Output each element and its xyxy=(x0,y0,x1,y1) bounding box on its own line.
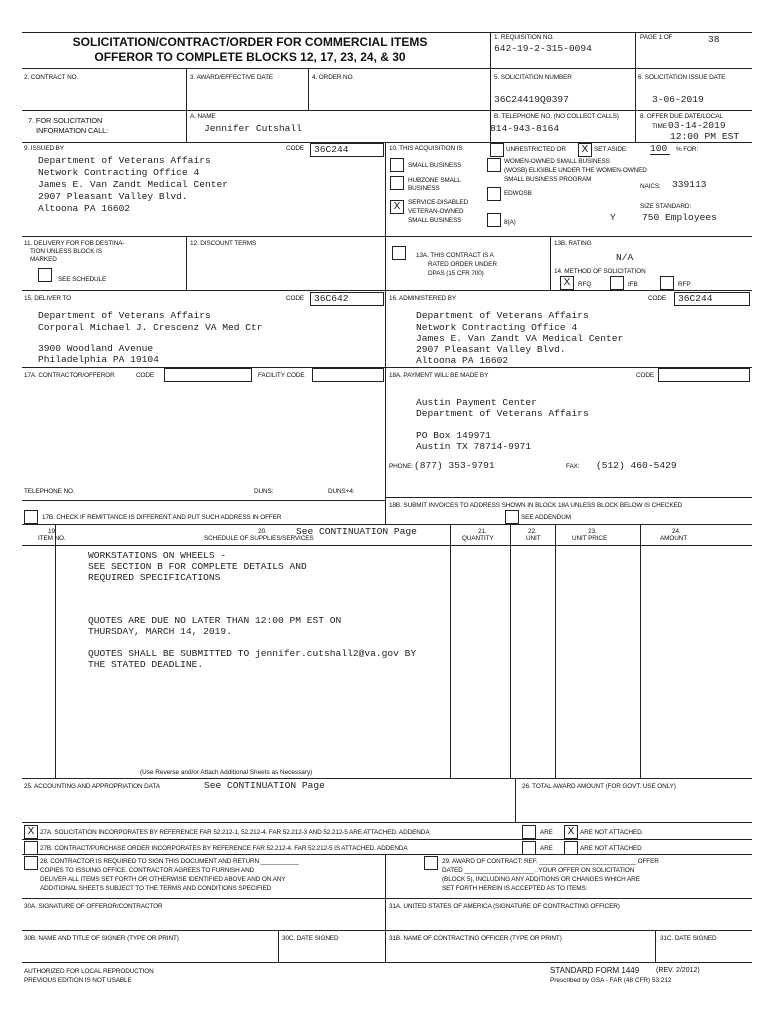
delivery-label-3: MARKED xyxy=(30,256,57,263)
issued-by-label: 9. ISSUED BY xyxy=(24,145,64,152)
clause-29-line-3: (BLOCK 5), INCLUDING ANY ADDITIONS OR CHANGES WHICH ARE xyxy=(442,876,640,883)
delivery-label-2: TION UNLESS BLOCK IS xyxy=(30,248,102,255)
schedule-line-1: WORKSTATIONS ON WHEELS - xyxy=(88,550,227,561)
ifb-label: IFB xyxy=(628,281,638,288)
eight-a-y-mark: Y xyxy=(610,212,616,223)
col-quantity: QUANTITY xyxy=(462,535,494,542)
col-schedule: SCHEDULE OF SUPPLIES/SERVICES xyxy=(204,535,314,542)
small-business-checkbox[interactable] xyxy=(390,158,404,172)
officer-name-label: 31B. NAME OF CONTRACTING OFFICER (TYPE OR PRINT) xyxy=(389,935,562,942)
clause-27b-label: 27B. CONTRACT/PURCHASE ORDER INCORPORATES BY REFERENCE FAR 52.212-4. FAR 52.212-5 IS ATTACHED. ADDENDA xyxy=(40,845,408,852)
clause-28-line-4: ADDITIONAL SHEETS SUBJECT TO THE TERMS AND CONDITIONS SPECIFIED xyxy=(40,885,272,892)
edwosb-label: EDWOSB xyxy=(504,190,532,197)
invoice-submit-label: 18B. SUBMIT INVOICES TO ADDRESS SHOWN IN BLOCK 18A UNLESS BLOCK BELOW IS CHECKED xyxy=(389,502,683,509)
clause-27a-are-label: ARE xyxy=(540,829,553,836)
signature-officer-label: 31A. UNITED STATES OF AMERICA (SIGNATURE OF CONTRACTING OFFICER) xyxy=(389,903,620,910)
duns4-label: DUNS+4: xyxy=(328,488,355,495)
accounting-label: 25. ACCOUNTING AND APPROPRIATION DATA xyxy=(24,783,160,790)
payment-line-1: Austin Payment Center xyxy=(416,397,537,408)
administered-code-value: 36C244 xyxy=(678,293,713,304)
rfq-label: RFQ xyxy=(578,281,592,288)
col-unit: UNIT xyxy=(526,535,541,542)
small-business-label: SMALL BUSINESS xyxy=(408,162,462,169)
percent-for-label: % FOR: xyxy=(676,146,699,153)
issued-by-code-label: CODE xyxy=(286,145,305,152)
payment-line-4: PO Box 149971 xyxy=(416,430,491,441)
see-schedule-checkbox[interactable] xyxy=(38,268,52,282)
payment-code-field[interactable] xyxy=(658,368,750,382)
deliver-to-code-value: 36C642 xyxy=(314,293,349,304)
deliver-to-line-1: Department of Veterans Affairs xyxy=(38,310,211,321)
payment-fax-label: FAX: xyxy=(566,463,580,470)
size-standard-value: 750 Employees xyxy=(642,212,717,223)
schedule-line-10: QUOTES SHALL BE SUBMITTED TO jennifer.cutshall2@va.gov BY xyxy=(88,648,417,659)
schedule-line-2: SEE SECTION B FOR COMPLETE DETAILS AND xyxy=(88,561,307,572)
info-call-label-2: INFORMATION CALL: xyxy=(36,126,109,135)
rfq-checkbox[interactable]: X xyxy=(560,276,574,290)
clause-27a-are-checkbox[interactable] xyxy=(522,825,536,839)
rated-order-label-3: DPAS (15 CFR 700) xyxy=(428,270,484,277)
sdvosb-label-3: SMALL BUSINESS xyxy=(408,217,462,224)
eight-a-checkbox[interactable] xyxy=(487,213,501,227)
solicitation-number-label: 5. SOLICITATION NUMBER xyxy=(494,74,572,81)
payment-line-2: Department of Veterans Affairs xyxy=(416,408,589,419)
deliver-to-code-label: CODE xyxy=(286,295,305,302)
naics-label: NAICS: xyxy=(640,183,661,190)
contractor-code-label: CODE xyxy=(136,372,155,379)
remittance-label: 17B. CHECK IF REMITTANCE IS DIFFERENT AND PUT SUCH ADDRESS IN OFFER xyxy=(42,514,282,521)
schedule-line-7: QUOTES ARE DUE NO LATER THAN 12:00 PM EST ON xyxy=(88,615,342,626)
clause-27a-not-attached-checkbox[interactable]: X xyxy=(564,825,578,839)
col-unit-price: UNIT PRICE xyxy=(572,535,608,542)
discount-terms-label: 12. DISCOUNT TERMS xyxy=(190,240,257,247)
rfp-label: RFP xyxy=(678,281,691,288)
order-no-label: 4. ORDER NO. xyxy=(312,74,355,81)
col-item-num: 19. xyxy=(48,528,57,535)
contact-name-label: A. NAME xyxy=(190,113,216,120)
col-quantity-num: 21. xyxy=(478,528,487,535)
info-call-label-1: 7. FOR SOLICITATION xyxy=(28,116,103,125)
offer-due-time-value: 12:00 PM EST xyxy=(670,131,740,142)
form-title-line2: OFFEROR TO COMPLETE BLOCKS 12, 17, 23, 24, & 30 xyxy=(94,50,406,64)
clause-28-line-3: DELIVER ALL ITEMS SET FORTH OR OTHERWISE IDENTIFIED ABOVE AND ON ANY xyxy=(40,876,286,883)
issued-by-line-4: 2907 Pleasant Valley Blvd. xyxy=(38,191,188,202)
clause-27a-label: 27A. SOLICITATION INCORPORATES BY REFERENCE FAR 52.212-1, 52.212-4. FAR 52.212-3 AND 52.212-5 ARE ATTACHED. ADDENDA xyxy=(40,829,430,836)
form-title-line1: SOLICITATION/CONTRACT/ORDER FOR COMMERCIAL ITEMS xyxy=(72,35,428,49)
clause-29-checkbox[interactable] xyxy=(424,856,438,870)
payment-line-5: Austin TX 78714-9971 xyxy=(416,441,532,452)
payment-label: 18A. PAYMENT WILL BE MADE BY xyxy=(389,372,489,379)
contact-name-value: Jennifer Cutshall xyxy=(204,123,302,134)
schedule-line-3: REQUIRED SPECIFICATIONS xyxy=(88,572,221,583)
clause-29-line-1: 29. AWARD OF CONTRACT: REF. ____________________________ OFFER xyxy=(442,858,659,865)
eight-a-label: 8(A) xyxy=(504,219,516,226)
contact-phone-label: B. TELEPHONE NO. (NO COLLECT CALLS) xyxy=(494,113,619,120)
page-total: 38 xyxy=(708,34,720,45)
hubzone-label-1: HUBZONE SMALL xyxy=(408,177,461,184)
offer-due-label: 8. OFFER DUE DATE/LOCAL xyxy=(640,113,723,120)
rated-order-label-2: RATED ORDER UNDER xyxy=(428,261,497,268)
schedule-line-8: THURSDAY, MARCH 14, 2019. xyxy=(88,626,232,637)
unrestricted-label: UNRESTRICTED OR xyxy=(506,146,566,153)
see-addendum-checkbox[interactable] xyxy=(505,510,519,524)
clause-27a-not-attached-label: ARE NOT ATTACHED. xyxy=(580,829,644,836)
sdvosb-label-1: SERVICE-DISABLED xyxy=(408,199,469,206)
administered-line-3: James E. Van Zandt VA Medical Center xyxy=(416,333,624,344)
col-schedule-num: 20. xyxy=(258,528,267,535)
facility-code-field[interactable] xyxy=(312,368,384,382)
deliver-to-line-2: Corporal Michael J. Crescenz VA Med Ctr xyxy=(38,322,263,333)
wosb-label-2: (WOSB) ELIGIBLE UNDER THE WOMEN-OWNED xyxy=(504,167,647,174)
payment-fax-value: (512) 460-5429 xyxy=(596,460,677,471)
clause-29-line-2: DATED ____________________ . YOUR OFFER ON SOLICITATION xyxy=(442,867,635,874)
acquisition-label: 10. THIS ACQUISITION IS xyxy=(389,145,463,152)
issued-by-line-1: Department of Veterans Affairs xyxy=(38,155,211,166)
administered-code-label: CODE xyxy=(648,295,667,302)
contractor-telephone-label: TELEPHONE NO. xyxy=(24,488,75,495)
offer-due-date-value: 03-14-2019 xyxy=(668,120,726,131)
page-label: PAGE 1 OF xyxy=(640,34,673,41)
ifb-checkbox[interactable] xyxy=(610,276,624,290)
duns-label: DUNS: xyxy=(254,488,274,495)
rating-label: 13B. RATING xyxy=(554,240,592,247)
schedule-continuation-note: See CONTINUATION Page xyxy=(296,526,417,537)
unrestricted-checkbox[interactable] xyxy=(490,143,504,157)
rated-order-label-1: 13A. THIS CONTRACT IS A xyxy=(416,252,494,259)
clause-28-line-2: COPIES TO ISSUING OFFICE. CONTRACTOR AGREES TO FURNISH AND xyxy=(40,867,255,874)
clause-27b-are-checkbox[interactable] xyxy=(522,841,536,855)
clause-27a-checkbox[interactable]: X xyxy=(24,825,38,839)
award-date-label: 3. AWARD/EFFECTIVE DATE xyxy=(190,74,274,81)
schedule-line-11: THE STATED DEADLINE. xyxy=(88,659,204,670)
clause-28-checkbox[interactable] xyxy=(24,856,38,870)
issued-by-line-3: James E. Van Zandt Medical Center xyxy=(38,179,228,190)
payment-code-label: CODE xyxy=(636,372,655,379)
footer-revision: (REV. 2/2012) xyxy=(656,967,700,974)
sdvosb-label-2: VETERAN-OWNED xyxy=(408,208,464,215)
naics-value: 339113 xyxy=(672,179,707,190)
delivery-label-1: 11. DELIVERY FOR FOB DESTINA- xyxy=(24,240,125,247)
set-aside-label: SET ASIDE: xyxy=(594,146,628,153)
administered-line-5: Altoona PA 16602 xyxy=(416,355,509,366)
set-aside-checkbox[interactable]: X xyxy=(578,143,592,157)
clause-27b-not-attached-checkbox[interactable] xyxy=(564,841,578,855)
offer-due-time-label: TIME xyxy=(652,123,667,130)
wosb-label-1: WOMEN-OWNED SMALL BUSINESS xyxy=(504,158,610,165)
edwosb-checkbox[interactable] xyxy=(487,187,501,201)
rating-value: N/A xyxy=(616,252,634,263)
schedule-footnote: (Use Reverse and/or Attach Additional Sheets as Necessary) xyxy=(140,769,313,776)
administered-line-4: 2907 Pleasant Valley Blvd. xyxy=(416,344,566,355)
deliver-to-line-4: 3900 Woodland Avenue xyxy=(38,343,154,354)
signer-date-label: 30C. DATE SIGNED xyxy=(282,935,339,942)
requisition-label: 1. REQUISITION NO. xyxy=(494,34,554,41)
clause-27b-checkbox[interactable] xyxy=(24,841,38,855)
rfp-checkbox[interactable] xyxy=(660,276,674,290)
rated-order-checkbox[interactable] xyxy=(392,246,406,260)
contract-no-label: 2. CONTRACT NO. xyxy=(24,74,79,81)
signature-offeror-label: 30A. SIGNATURE OF OFFEROR/CONTRACTOR xyxy=(24,903,163,910)
contractor-code-field[interactable] xyxy=(164,368,252,382)
footer-previous-edition: PREVIOUS EDITION IS NOT USABLE xyxy=(24,977,132,984)
set-aside-percent: 100 xyxy=(650,143,670,155)
clause-27b-are-label: ARE xyxy=(540,845,553,852)
contact-phone-value: 814-943-8164 xyxy=(490,123,560,134)
solicitation-date-value: 3-06-2019 xyxy=(652,94,704,105)
clause-28-line-1: 28. CONTRACTOR IS REQUIRED TO SIGN THIS DOCUMENT AND RETURN ___________ xyxy=(40,858,299,865)
total-award-label: 26. TOTAL AWARD AMOUNT (FOR GOVT. USE ONLY) xyxy=(522,783,676,790)
solicitation-date-label: 6. SOLICITATION ISSUE DATE xyxy=(638,74,726,81)
clause-29-line-4: SET FORTH HEREIN IS ACCEPTED AS TO ITEMS: xyxy=(442,885,588,892)
footer-prescribed: Prescribed by GSA - FAR (48 CFR) 53.212 xyxy=(550,977,672,984)
hubzone-label-2: BUSINESS xyxy=(408,185,440,192)
contractor-label: 17A. CONTRACTOR/OFFEROR xyxy=(24,372,115,379)
see-addendum-label: SEE ADDENDUM xyxy=(521,514,571,521)
facility-code-label: FACILITY CODE xyxy=(258,372,305,379)
issued-by-line-2: Network Contracting Office 4 xyxy=(38,167,200,178)
deliver-to-label: 15. DELIVER TO xyxy=(24,295,72,302)
payment-phone-label: PHONE: xyxy=(389,463,413,470)
solicitation-method-label: 14. METHOD OF SOLICITATION xyxy=(554,268,646,275)
wosb-label-3: SMALL BUSINESS PROGRAM xyxy=(504,176,592,183)
requisition-value: 642-19-2-315-0094 xyxy=(494,43,592,54)
officer-date-label: 31C. DATE SIGNED xyxy=(660,935,717,942)
issued-by-code-value: 36C244 xyxy=(314,144,349,155)
sdvosb-checkbox[interactable]: X xyxy=(390,200,404,214)
administered-by-label: 16. ADMINISTERED BY xyxy=(389,295,456,302)
administered-line-2: Network Contracting Office 4 xyxy=(416,322,578,333)
footer-form-name: STANDARD FORM 1449 xyxy=(550,966,640,975)
col-amount-num: 24. xyxy=(672,528,681,535)
clause-27b-not-attached-label: ARE NOT ATTACHED xyxy=(580,845,642,852)
see-schedule-label: SEE SCHEDULE xyxy=(58,276,107,283)
col-unit-num: 22. xyxy=(528,528,537,535)
administered-line-1: Department of Veterans Affairs xyxy=(416,310,589,321)
col-unit-price-num: 23. xyxy=(588,528,597,535)
accounting-value: See CONTINUATION Page xyxy=(204,780,325,791)
size-standard-label: SIZE STANDARD: xyxy=(640,203,692,210)
col-item-no: ITEM NO. xyxy=(38,535,66,542)
deliver-to-line-5: Philadelphia PA 19104 xyxy=(38,354,159,365)
footer-authorized: AUTHORIZED FOR LOCAL REPRODUCTION xyxy=(24,968,154,975)
issued-by-line-5: Altoona PA 16602 xyxy=(38,203,131,214)
hubzone-checkbox[interactable] xyxy=(390,176,404,190)
col-amount: AMOUNT xyxy=(660,535,688,542)
signer-name-label: 30B. NAME AND TITLE OF SIGNER (TYPE OR PRINT) xyxy=(24,935,179,942)
solicitation-number-value: 36C24419Q0397 xyxy=(494,94,569,105)
payment-phone-value: (877) 353-9791 xyxy=(414,460,495,471)
wosb-checkbox[interactable] xyxy=(487,158,501,172)
remittance-checkbox[interactable] xyxy=(24,510,38,524)
